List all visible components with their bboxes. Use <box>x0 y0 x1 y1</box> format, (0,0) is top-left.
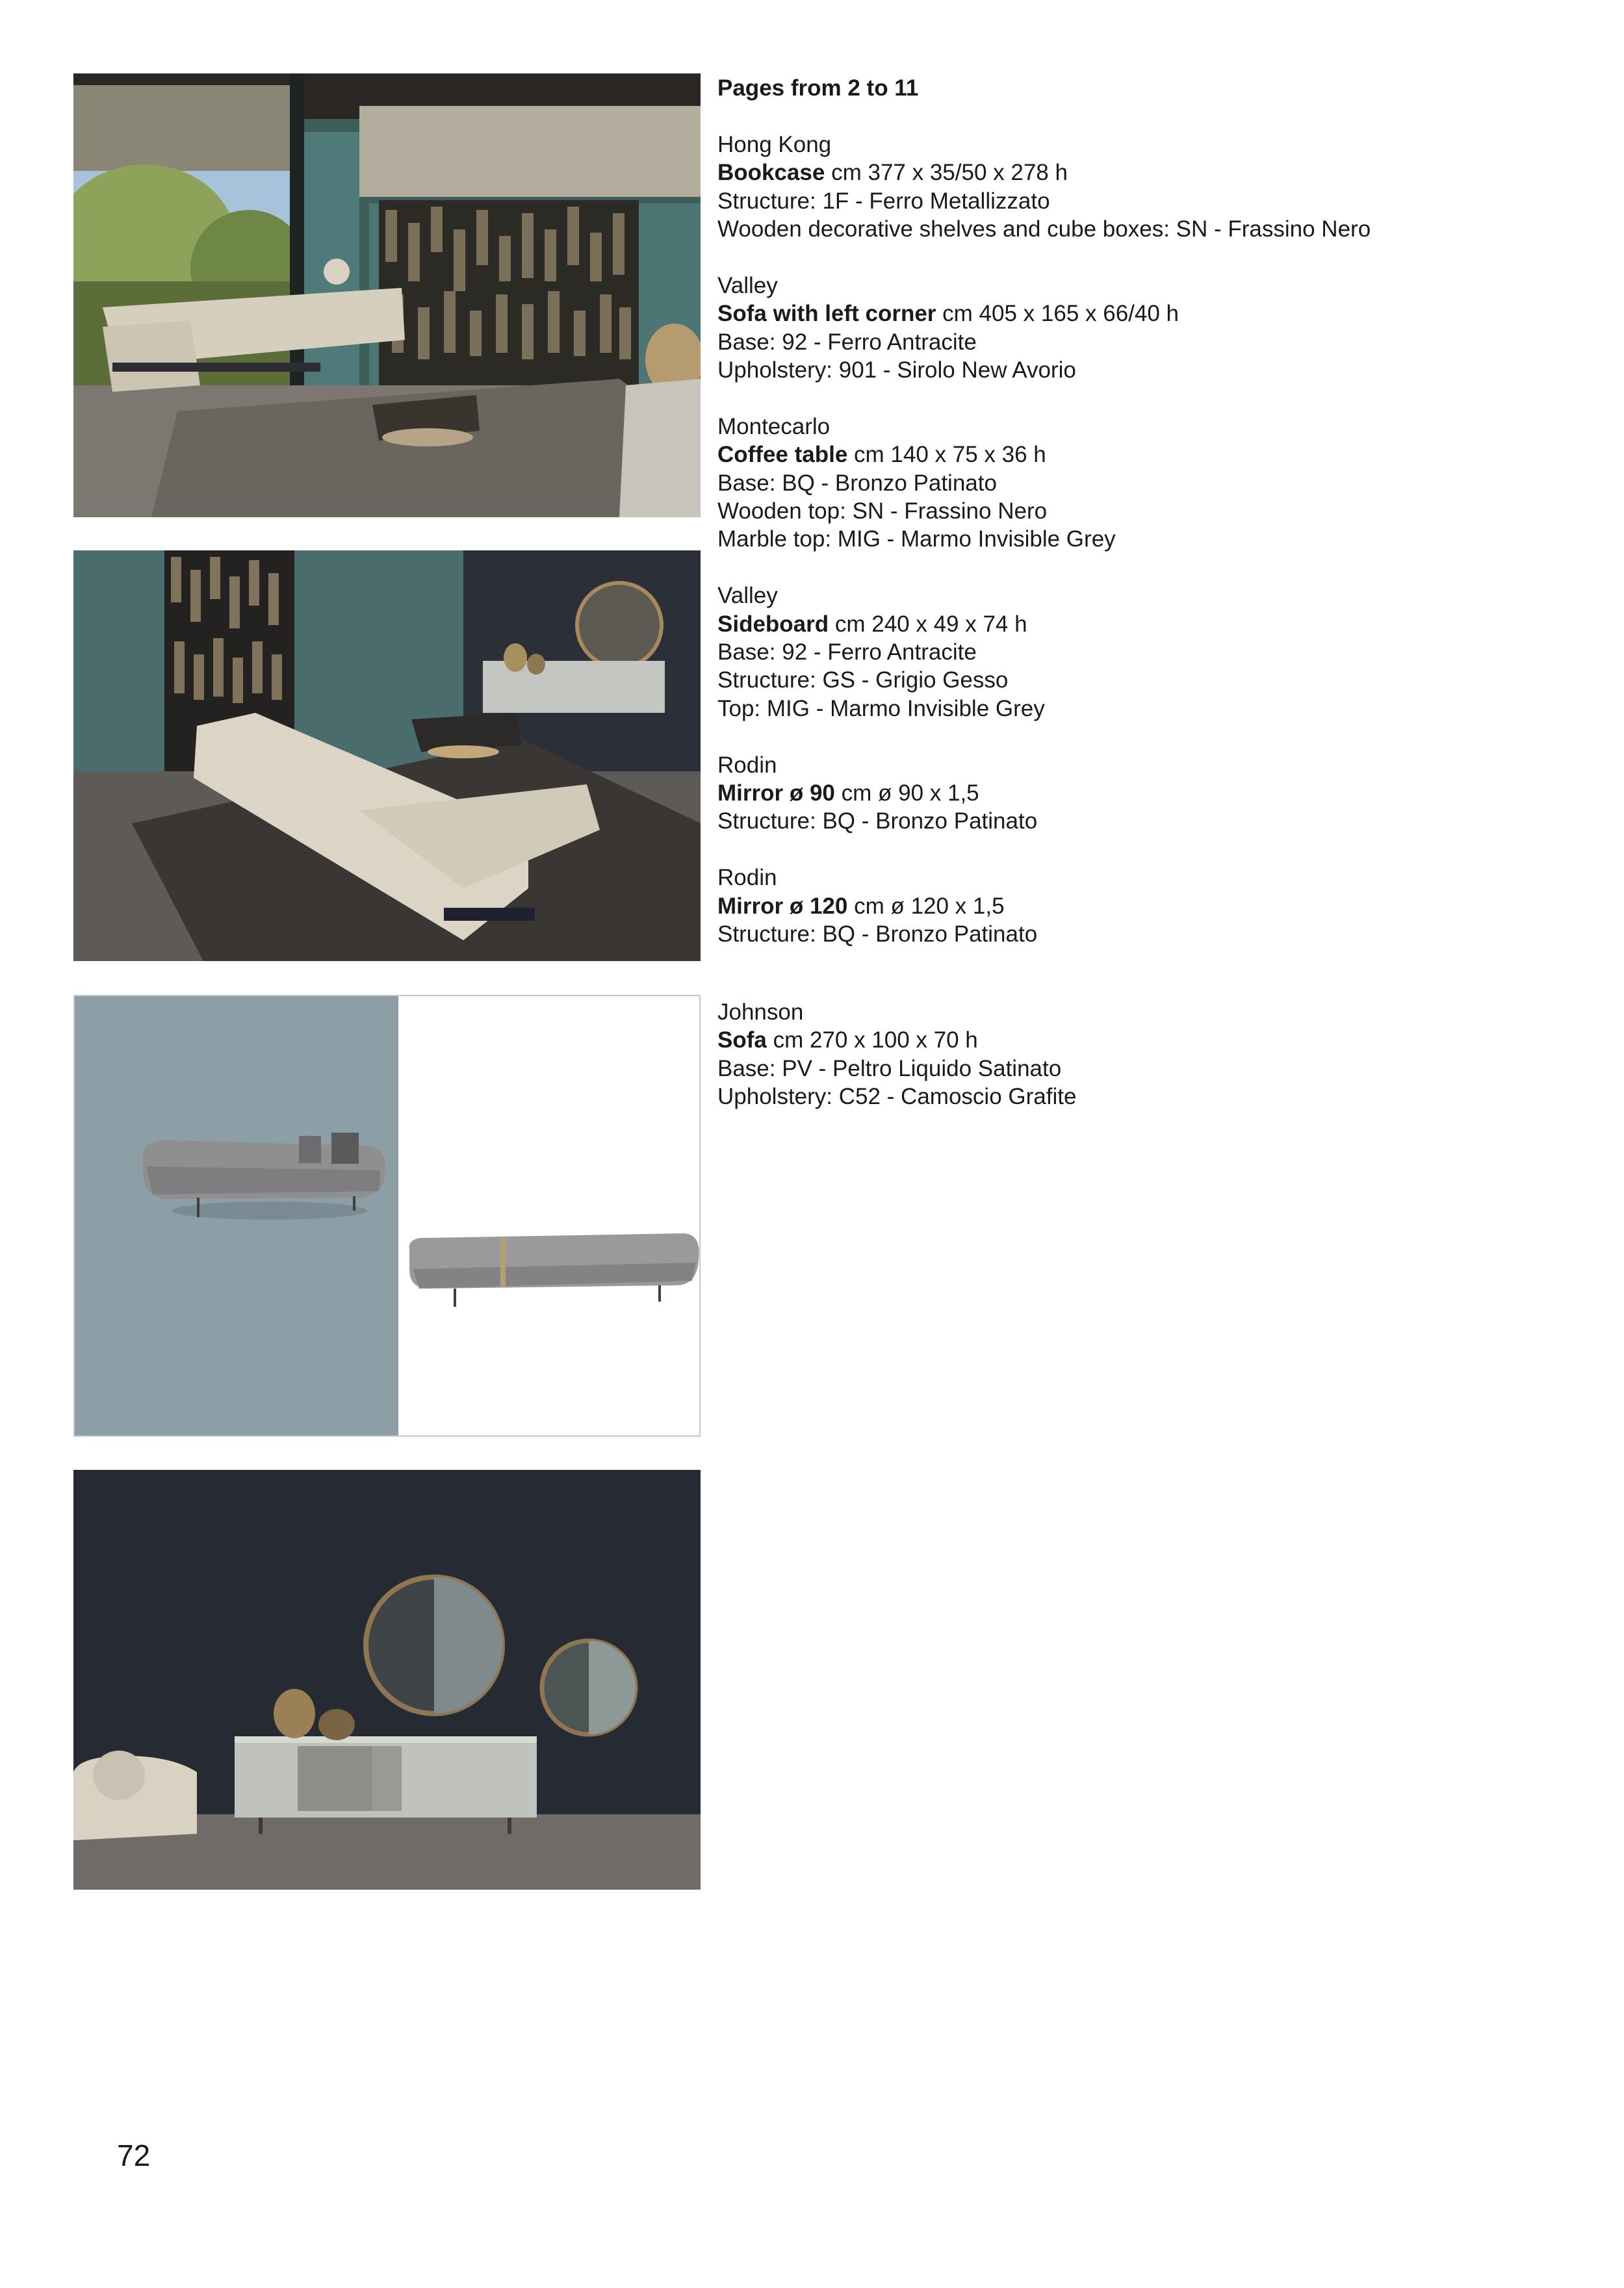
product-entry-rodin-mirror-120 <box>717 864 1556 948</box>
spec-line: Wooden top: SN - Frassino Nero <box>717 498 1048 524</box>
collection-name: Montecarlo <box>717 413 831 439</box>
product-dimensions: cm 270 x 100 x 70 h <box>766 1027 978 1053</box>
spec-line: Top: MIG - Marmo Invisible Grey <box>717 695 1045 721</box>
spec-line: Upholstery: C52 - Camoscio Grafite <box>717 1084 1077 1110</box>
collection-name: Johnson <box>717 999 804 1025</box>
spec-line: Structure: 1F - Ferro Metallizzato <box>717 188 1050 214</box>
spec-line: Base: 92 - Ferro Antracite <box>717 329 977 355</box>
spec-line: Base: PV - Peltro Liquido Satinato <box>717 1055 1062 1081</box>
product-name: Sofa <box>717 1027 767 1053</box>
collection-name: Hong Kong <box>717 131 832 157</box>
product-details-section-2 <box>717 998 1556 1111</box>
photo-sofa-sideboard-mirror <box>73 550 701 961</box>
spec-line: Wooden decorative shelves and cube boxes: SN - Frassino Nero <box>717 216 1371 242</box>
product-name: Sideboard <box>717 611 829 637</box>
product-name: Mirror ø 90 <box>717 780 835 806</box>
product-entry-johnson-sofa <box>717 998 1556 1111</box>
product-dimensions: cm 377 x 35/50 x 278 h <box>825 160 1068 186</box>
product-name: Bookcase <box>717 160 825 186</box>
product-dimensions: cm 240 x 49 x 74 h <box>829 611 1027 637</box>
product-name: Mirror ø 120 <box>717 893 848 919</box>
product-name: Sofa with left corner <box>717 301 936 327</box>
product-details-section-1 <box>717 74 1556 949</box>
collection-name: Rodin <box>717 865 777 891</box>
spec-line: Structure: BQ - Bronzo Patinato <box>717 921 1038 947</box>
photo-sideboard-mirrors <box>73 1470 701 1890</box>
product-dimensions: cm ø 120 x 1,5 <box>847 893 1005 919</box>
spec-line: Base: 92 - Ferro Antracite <box>717 639 977 665</box>
collection-name: Rodin <box>717 752 777 778</box>
page-number: 72 <box>117 2139 151 2172</box>
section-heading: Pages from 2 to 11 <box>717 75 919 101</box>
collection-name: Valley <box>717 583 778 609</box>
spec-line: Upholstery: 901 - Sirolo New Avorio <box>717 357 1076 383</box>
spec-line: Structure: BQ - Bronzo Patinato <box>717 808 1038 834</box>
product-entry-hong-kong-bookcase <box>717 131 1556 244</box>
photo-johnson-sofa <box>73 995 701 1437</box>
collection-name: Valley <box>717 272 778 298</box>
spec-line: Structure: GS - Grigio Gesso <box>717 667 1009 693</box>
photo-living-room-bookcase <box>73 73 701 517</box>
spec-line: Base: BQ - Bronzo Patinato <box>717 470 997 496</box>
product-entry-montecarlo-coffee-table <box>717 413 1556 554</box>
product-entry-valley-sofa <box>717 272 1556 385</box>
product-entry-rodin-mirror-90 <box>717 751 1556 836</box>
spec-line: Marble top: MIG - Marmo Invisible Grey <box>717 526 1116 552</box>
product-dimensions: cm ø 90 x 1,5 <box>834 780 979 806</box>
product-entry-valley-sideboard <box>717 582 1556 723</box>
product-dimensions: cm 405 x 165 x 66/40 h <box>936 301 1179 327</box>
product-dimensions: cm 140 x 75 x 36 h <box>847 442 1046 468</box>
product-name: Coffee table <box>717 442 848 468</box>
